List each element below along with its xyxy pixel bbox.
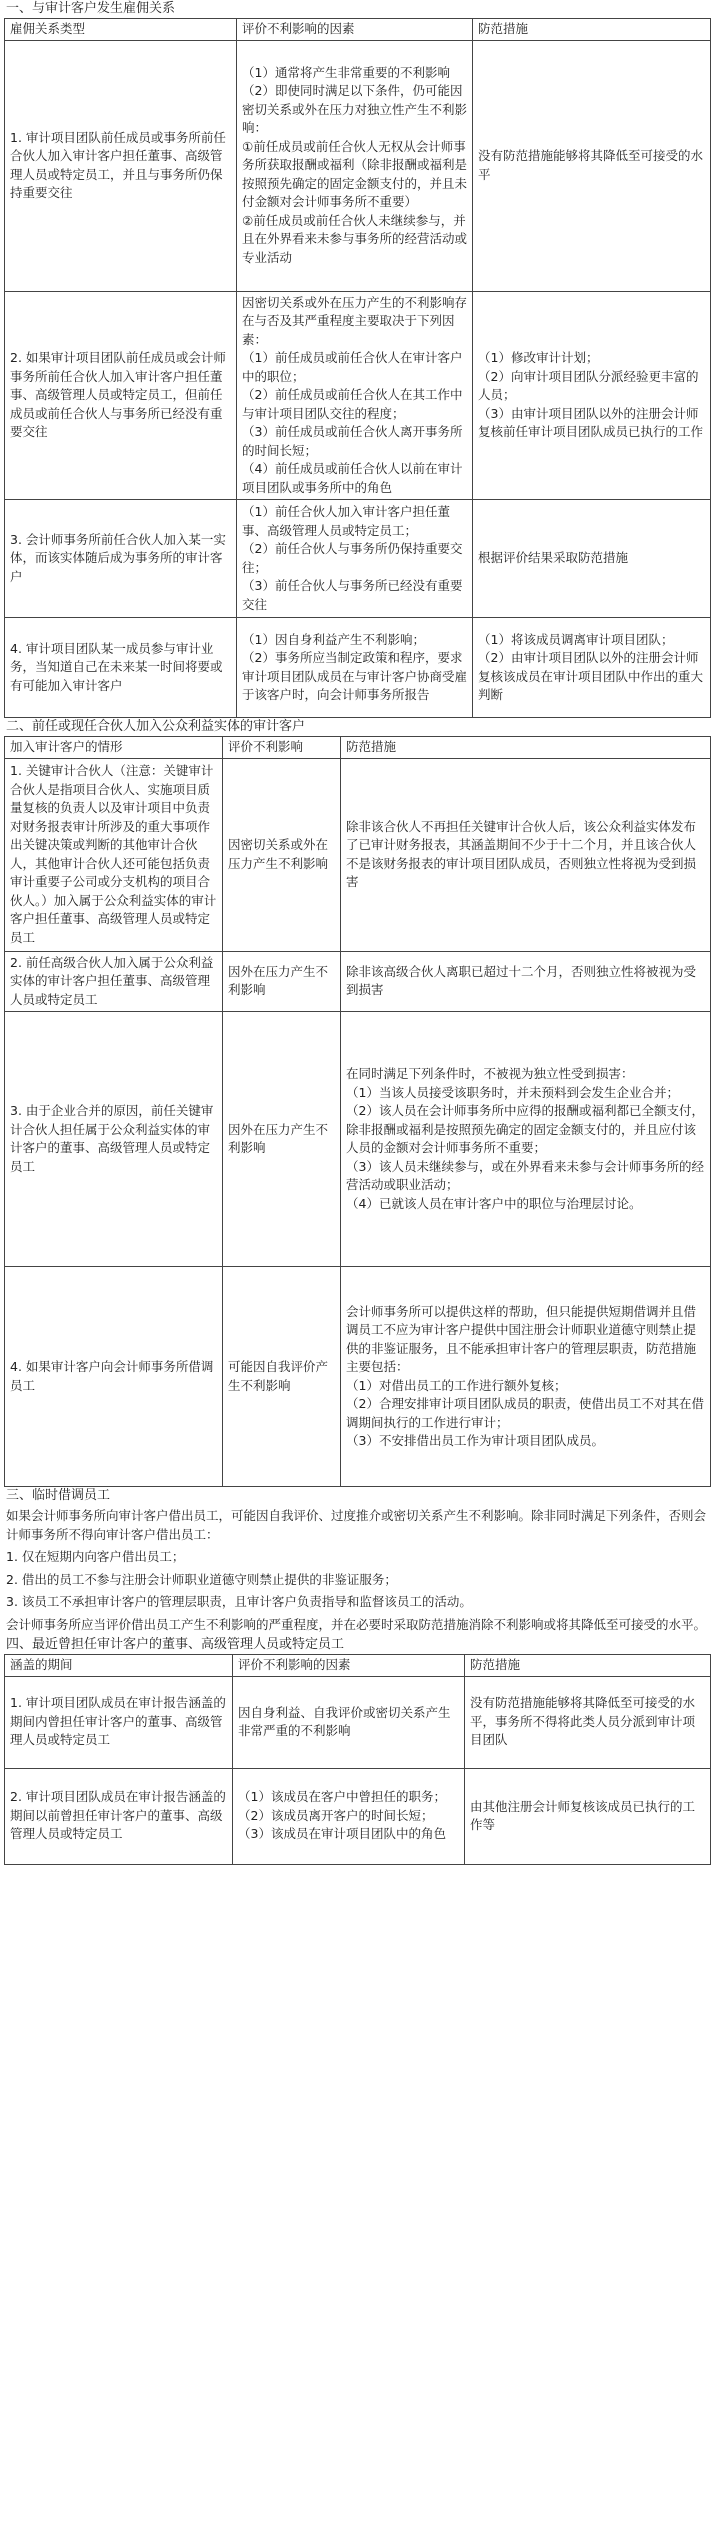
table-cell: 会计师事务所可以提供这样的帮助，但只能提供短期借调并且借调员工不应为审计客户提供中国注册会计师职业道德守则禁止提供的非鉴证服务，且不能承担审计客户的管理层职责，防范措施主要包括： （1）对借出员工的工作进行额外复核； （2）合理安排审计项目团队成员的职责，使借出员工不对其在借调期间执行的工作进行审计； （3）不安排借出员工作为审计项目团队成员。	[341, 1267, 711, 1487]
section-4-title: 四、最近曾担任审计客户的董事、高级管理人员或特定员工	[6, 1637, 345, 1652]
table-row	[5, 1012, 711, 1267]
table-row	[5, 500, 711, 618]
paragraph: 2. 借出的员工不参与注册会计师职业道德守则禁止提供的非鉴证服务；	[6, 1571, 397, 1587]
table-cell: 因自身利益、自我评价或密切关系产生非常严重的不利影响	[233, 1676, 465, 1768]
table-row	[5, 758, 711, 951]
employment-relationship-table	[4, 18, 711, 718]
section-3-title: 三、临时借调员工	[6, 1488, 111, 1503]
table-row	[5, 618, 711, 718]
table-cell: 4. 如果审计客户向会计师事务所借调员工	[5, 1267, 223, 1487]
paragraph: 1. 仅在短期内向客户借出员工；	[6, 1549, 185, 1564]
column-header: 防范措施	[473, 19, 711, 41]
table-cell: 除非该合伙人不再担任关键审计合伙人后，该公众利益实体发布了已审计财务报表，其涵盖期间不少于十二个月，并且该合伙人不是该财务报表的审计项目团队成员，否则独立性将视为受到损害	[341, 758, 711, 951]
table-cell: 在同时满足下列条件时，不被视为独立性受到损害： （1）当该人员接受该职务时，并未预料到会发生企业合并； （2）该人员在会计师事务所中应得的报酬或福利都已全额支付，除非报酬或福利是按照预先确定的固定金额支付的，并且应付该人员的金额对会计师事务所不重要； （3）该人员未继续参与，或在外界看来未参与会计师事务所的经营活动或职业活动； （4）已就该人员在审计客户中的职位与治理层讨论。	[341, 1012, 711, 1267]
table-cell: （1）前任合伙人加入审计客户担任董事、高级管理人员或特定员工； （2）前任合伙人与事务所仍保持重要交往； （3）前任合伙人与事务所已经没有重要交往	[237, 500, 473, 618]
table-cell: 2. 如果审计项目团队前任成员或会计师事务所前任合伙人加入审计客户担任董事、高级管理人员或特定员工，但前任成员或前任合伙人与事务所已经没有重要交往	[5, 291, 237, 500]
table-cell: 因密切关系或外在压力产生的不利影响存在与否及其严重程度主要取决于下列因素： （1）前任成员或前任合伙人在审计客户中的职位； （2）前任成员或前任合伙人在其工作中与审计项目团队交往的程度； （3）前任成员或前任合伙人离开事务所的时间长短； （4）前任成员或前任合伙人以前在审计项目团队或事务所中的角色	[237, 291, 473, 500]
table-row	[5, 1768, 711, 1864]
table-cell: （1）通常将产生非常重要的不利影响 （2）即使同时满足以下条件，仍可能因密切关系或外在压力对独立性产生不利影响： ①前任成员或前任合伙人无权从会计师事务所获取报酬或福利（除非报酬或福利是按照预先确定的固定金额支付的，并且未付金额对会计师事务所不重要） ②前任成员或前任合伙人未继续参与，并且在外界看来未参与事务所的经营活动或专业活动	[237, 40, 473, 291]
table-row	[5, 1676, 711, 1768]
table-cell: （1）该成员在客户中曾担任的职务； （2）该成员离开客户的时间长短； （3）该成员在审计项目团队中的角色	[233, 1768, 465, 1864]
table-cell: 1. 审计项目团队前任成员或事务所前任合伙人加入审计客户担任董事、高级管理人员或特定员工，并且与事务所仍保持重要交往	[5, 40, 237, 291]
table-cell: 可能因自我评价产生不利影响	[223, 1267, 341, 1487]
section-1-title: 一、与审计客户发生雇佣关系	[6, 1, 176, 16]
temporary-secondment-text	[4, 1505, 710, 1636]
paragraph: 3. 该员工不承担审计客户的管理层职责，且审计客户负责指导和监督该员工的活动。	[6, 1594, 472, 1609]
table-cell: 除非该高级合伙人离职已超过十二个月，否则独立性将被视为受到损害	[341, 951, 711, 1012]
column-header: 评价不利影响的因素	[233, 1655, 465, 1677]
table-cell: 由其他注册会计师复核该成员已执行的工作等	[465, 1768, 711, 1864]
table-cell: 因外在压力产生不利影响	[223, 951, 341, 1012]
column-header: 防范措施	[341, 737, 711, 759]
table-cell: 因密切关系或外在压力产生不利影响	[223, 758, 341, 951]
table-header-row	[5, 19, 711, 41]
table-cell: 没有防范措施能够将其降低至可接受的水平，事务所不得将此类人员分派到审计项目团队	[465, 1676, 711, 1768]
recent-service-table	[4, 1654, 711, 1865]
section-2-title: 二、前任或现任合伙人加入公众利益实体的审计客户	[6, 719, 306, 734]
table-cell: 没有防范措施能够将其降低至可接受的水平	[473, 40, 711, 291]
table-row	[5, 40, 711, 291]
column-header: 评价不利影响的因素	[237, 19, 473, 41]
table-row	[5, 1267, 711, 1487]
table-cell: 1. 审计项目团队成员在审计报告涵盖的期间内曾担任审计客户的董事、高级管理人员或特定员工	[5, 1676, 233, 1768]
column-header: 评价不利影响	[223, 737, 341, 759]
table-cell: 根据评价结果采取防范措施	[473, 500, 711, 618]
column-header: 防范措施	[465, 1655, 711, 1677]
table-cell: 1. 关键审计合伙人（注意：关键审计合伙人是指项目合伙人、实施项目质量复核的负责人以及审计项目中负责对财务报表审计所涉及的重大事项作出关键决策或判断的其他审计合伙人，其他审计合伙人还可能包括负责审计重要子公司或分支机构的项目合伙人。）加入属于公众利益实体的审计客户担任董事、高级管理人员或特定员工	[5, 758, 223, 951]
table-header-row	[5, 737, 711, 759]
table-cell: 2. 审计项目团队成员在审计报告涵盖的期间以前曾担任审计客户的董事、高级管理人员或特定员工	[5, 1768, 233, 1864]
paragraph: 如果会计师事务所向审计客户借出员工，可能因自我评价、过度推介或密切关系产生不利影响。除非同时满足下列条件，否则会计师事务所不得向审计客户借出员工：	[6, 1508, 707, 1542]
table-cell: 3. 会计师事务所前任合伙人加入某一实体，而该实体随后成为事务所的审计客户	[5, 500, 237, 618]
table-row	[5, 951, 711, 1012]
table-cell: （1）因自身利益产生不利影响； （2）事务所应当制定政策和程序，要求审计项目团队成员在与审计客户协商受雇于该客户时，向会计师事务所报告	[237, 618, 473, 718]
table-cell: 因外在压力产生不利影响	[223, 1012, 341, 1267]
column-header: 涵盖的期间	[5, 1655, 233, 1677]
table-cell: 2. 前任高级合伙人加入属于公众利益实体的审计客户担任董事、高级管理人员或特定员工	[5, 951, 223, 1012]
table-cell: 4. 审计项目团队某一成员参与审计业务，当知道自己在未来某一时间将要或有可能加入审计客户	[5, 618, 237, 718]
table-row	[5, 291, 711, 500]
partner-joining-client-table	[4, 736, 711, 1487]
column-header: 加入审计客户的情形	[5, 737, 223, 759]
table-cell: （1）将该成员调离审计项目团队； （2）由审计项目团队以外的注册会计师复核该成员在审计项目团队中作出的重大判断	[473, 618, 711, 718]
table-cell: 3. 由于企业合并的原因，前任关键审计合伙人担任属于公众利益实体的审计客户的董事、高级管理人员或特定员工	[5, 1012, 223, 1267]
table-header-row	[5, 1655, 711, 1677]
paragraph: 会计师事务所应当评价借出员工产生不利影响的严重程度，并在必要时采取防范措施消除不利影响或将其降低至可接受的水平。	[6, 1616, 707, 1632]
table-cell: （1）修改审计计划； （2）向审计项目团队分派经验更丰富的人员； （3）由审计项目团队以外的注册会计师复核前任审计项目团队成员已执行的工作	[473, 291, 711, 500]
column-header: 雇佣关系类型	[5, 19, 237, 41]
document-page	[4, 0, 710, 1865]
